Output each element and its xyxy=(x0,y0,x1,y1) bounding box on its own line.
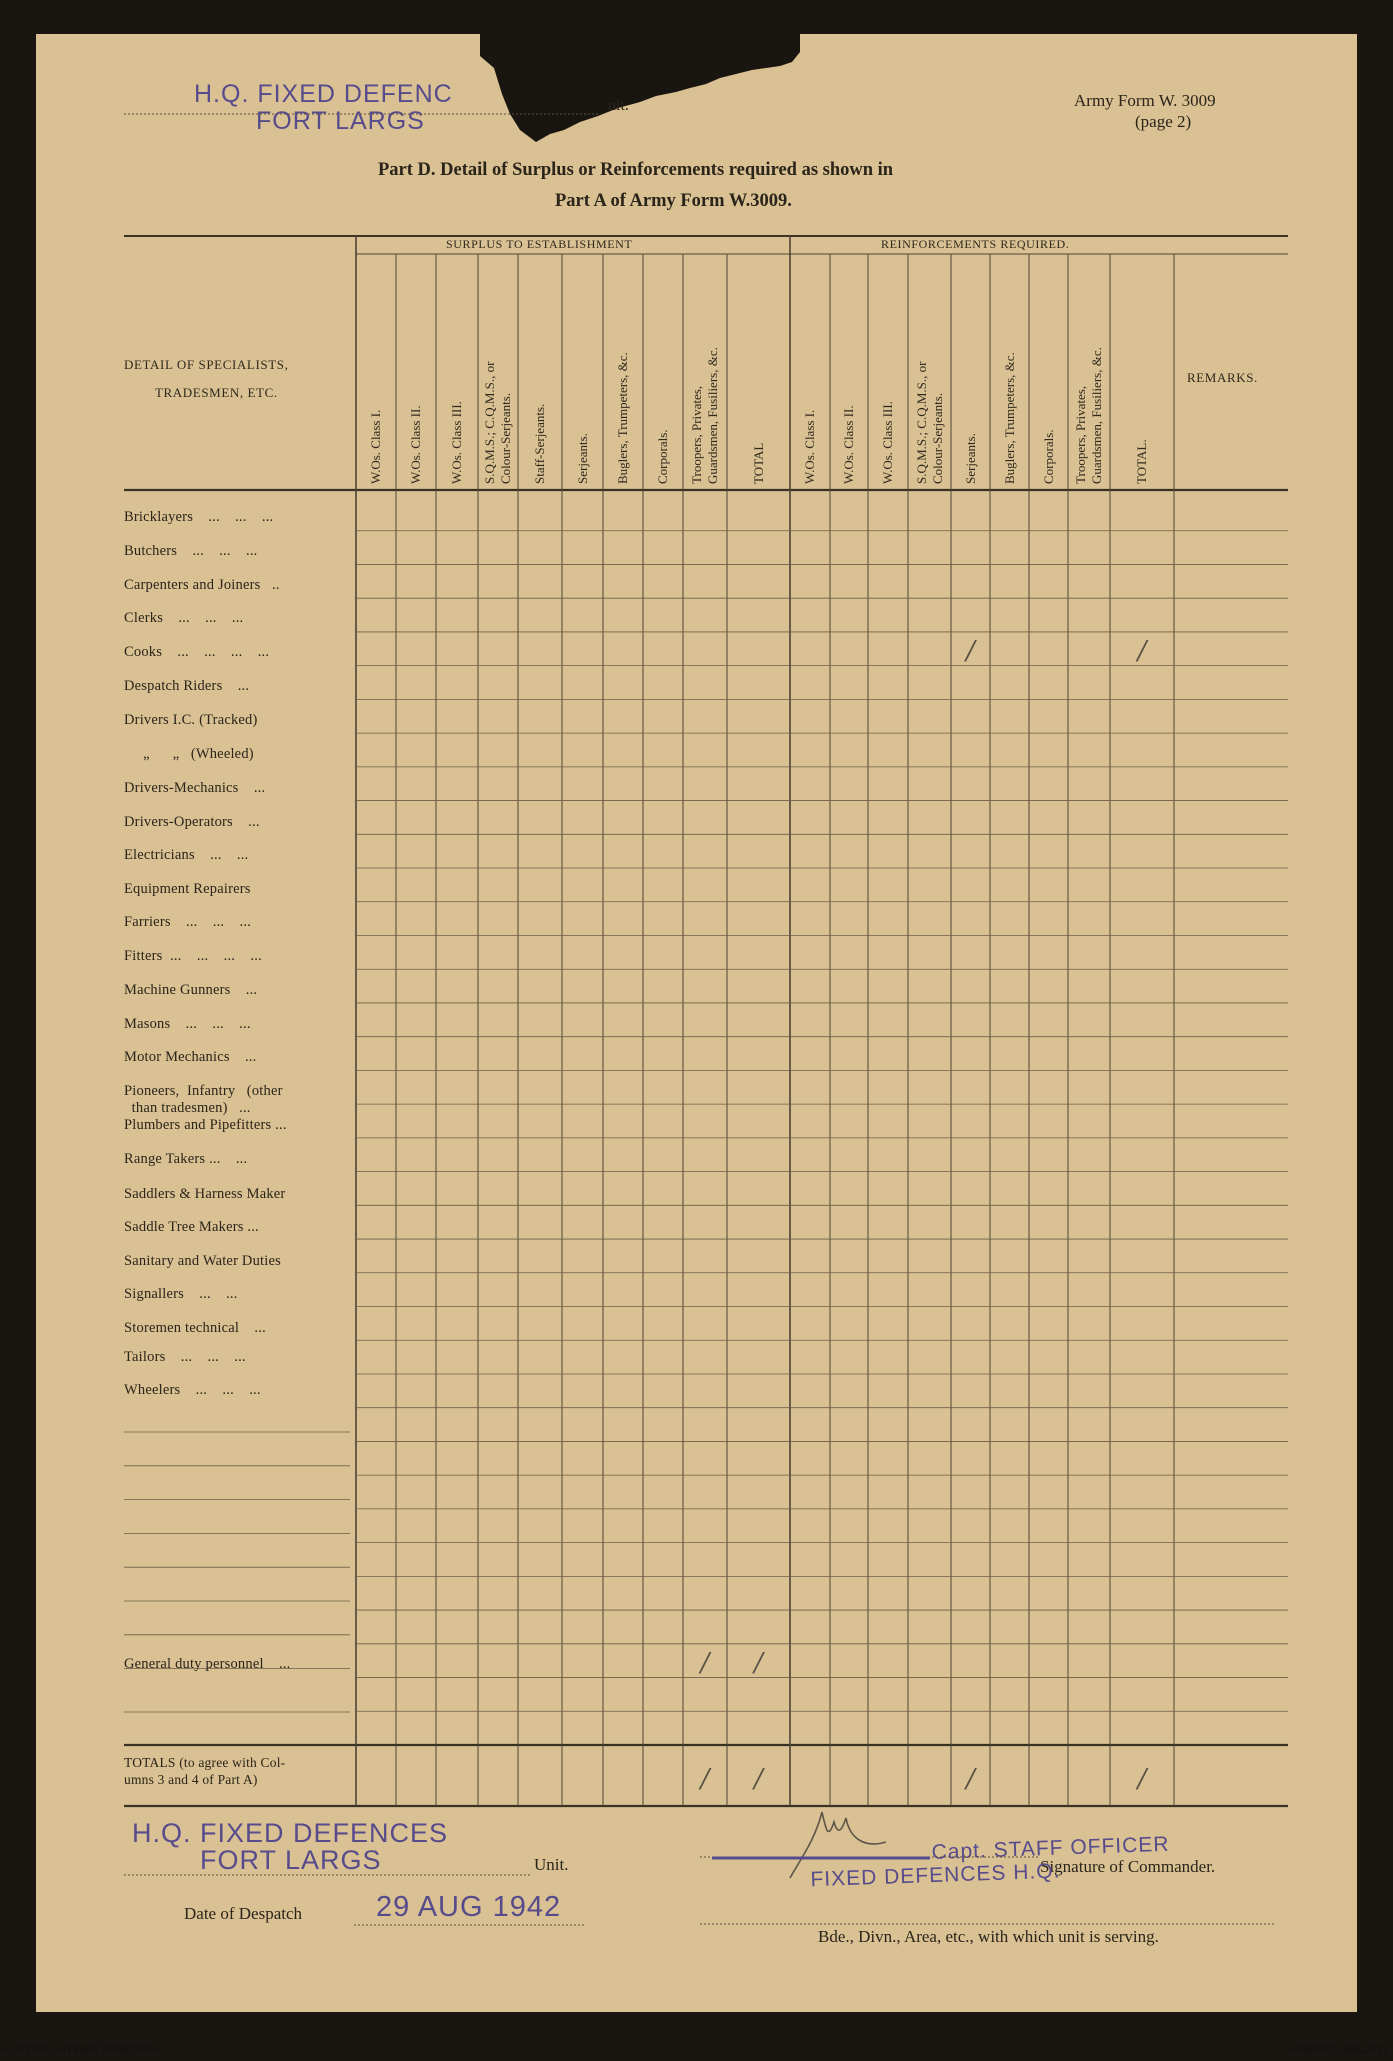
row-label: Despatch Riders ... xyxy=(124,678,250,694)
row-label: Cooks ... ... ... ... xyxy=(124,644,270,660)
row-label: Tailors ... ... ... xyxy=(124,1349,246,1365)
totals-label-line2: umns 3 and 4 of Part A) xyxy=(124,1772,258,1787)
reinforcements-column-header-7-line2: Guardsmen, Fusiliers, &c. xyxy=(1089,347,1104,484)
unit-label: Unit. xyxy=(534,1855,569,1874)
surplus-column-header-5: Serjeants. xyxy=(574,433,590,484)
unit-stamp-top: H.Q. FIXED DEFENC FORT LARGS xyxy=(194,80,453,135)
row-label: Machine Gunners ... xyxy=(124,982,258,998)
detail-header-line2: TRADESMEN, ETC. xyxy=(155,385,278,400)
reinforcements-column-header-1: W.Os. Class II. xyxy=(841,405,856,484)
unit-stamp-bottom: H.Q. FIXED DEFENCES FORT LARGS xyxy=(132,1818,449,1875)
form-number: Army Form W. 3009 xyxy=(1074,91,1216,110)
caption-right: AWM2019.366.2913 xyxy=(1289,2044,1389,2056)
surplus-column-header-6: Buglers, Trumpeters, &c. xyxy=(615,352,630,484)
row-label: Saddle Tree Makers ... xyxy=(124,1219,259,1235)
officer-stamp: Capt. STAFF OFFICER FIXED DEFENCES H.Q. xyxy=(810,1832,1170,1892)
reinforcements-column-header-0: W.Os. Class I. xyxy=(802,409,817,484)
row-label: Butchers ... ... ... xyxy=(124,543,258,559)
surplus-column-header-3-line2: Colour-Serjeants. xyxy=(498,392,513,484)
reinforcements-column-header-8: TOTAL. xyxy=(1134,439,1149,484)
row-label: Farriers ... ... ... xyxy=(124,914,252,930)
reinforcements-column-header-6: Corporals. xyxy=(1040,429,1056,484)
surplus-column-header-1: W.Os. Class II. xyxy=(408,405,423,484)
caption-left: AUSTRALIAN WAR MEMORIAL xyxy=(2,2044,162,2056)
date-of-despatch-label: Date of Despatch xyxy=(184,1904,303,1923)
tally-mark: / xyxy=(700,1648,710,1678)
row-label: Motor Mechanics ... xyxy=(124,1049,257,1065)
surplus-column-header-8-line2: Guardsmen, Fusiliers, &c. xyxy=(705,347,720,484)
row-label: Masons ... ... ... xyxy=(124,1016,251,1032)
row-label: Storemen technical ... xyxy=(124,1320,266,1336)
date-stamp: 29 AUG 1942 xyxy=(376,1891,562,1923)
surplus-column-header-3-line1: S.Q.M.S.; C.Q.M.S., or xyxy=(482,361,497,484)
tally-mark: / xyxy=(966,1764,975,1794)
row-label: Drivers I.C. (Tracked) xyxy=(124,712,258,728)
unit-label-top: nit. xyxy=(608,97,629,114)
remarks-header: REMARKS. xyxy=(1187,370,1258,385)
row-label: Pioneers, Infantry (other xyxy=(124,1083,283,1099)
row-label: Sanitary and Water Duties xyxy=(124,1253,281,1269)
reinforcements-column-header-3-line2: Colour-Serjeants. xyxy=(929,392,945,484)
tally-mark: / xyxy=(1137,636,1147,666)
form-page: (page 2) xyxy=(1135,112,1192,131)
row-label: Plumbers and Pipefitters ... xyxy=(124,1117,287,1133)
row-label: Saddlers & Harness Maker xyxy=(124,1186,286,1202)
row-label: Equipment Repairers xyxy=(124,881,251,897)
row-label: Wheelers ... ... ... xyxy=(124,1382,261,1398)
tally-mark: / xyxy=(754,1648,763,1678)
surplus-header: SURPLUS TO ESTABLISHMENT xyxy=(446,237,633,251)
tally-mark: / xyxy=(754,1764,763,1794)
reinforcements-column-header-3-line1: S.Q.M.S.; C.Q.M.S., or xyxy=(913,361,929,484)
row-label: Drivers-Mechanics ... xyxy=(124,780,266,796)
tally-mark: / xyxy=(700,1764,710,1794)
row-label: Electricians ... ... xyxy=(124,847,249,863)
reinforcements-column-header-5: Buglers, Trumpeters, &c. xyxy=(1001,352,1017,484)
row-label: Signallers ... ... xyxy=(124,1286,238,1302)
detail-header-line1: DETAIL OF SPECIALISTS, xyxy=(124,357,289,372)
row-label: Drivers-Operators ... xyxy=(124,814,260,830)
row-label: Range Takers ... ... xyxy=(124,1151,248,1167)
surplus-column-header-4: Staff-Serjeants. xyxy=(532,403,547,484)
row-label: Bricklayers ... ... ... xyxy=(124,509,274,525)
reinforcements-column-header-2: W.Os. Class III. xyxy=(880,401,895,484)
row-label: Carpenters and Joiners .. xyxy=(124,577,280,593)
tally-mark: / xyxy=(1137,1764,1147,1794)
reinforcements-header: REINFORCEMENTS REQUIRED. xyxy=(881,237,1070,251)
row-label: Clerks ... ... ... xyxy=(124,610,244,626)
surplus-column-header-7: Corporals. xyxy=(655,429,670,484)
surplus-column-header-2: W.Os. Class III. xyxy=(449,401,464,484)
surplus-column-header-8-line1: Troopers, Privates, xyxy=(689,385,704,484)
signature-of-commander-label: Signature of Commander. xyxy=(1040,1857,1216,1876)
formation-label: Bde., Divn., Area, etc., with which unit is serving. xyxy=(818,1927,1159,1946)
row-label: Fitters ... ... ... ... xyxy=(124,948,262,964)
reinforcements-column-header-4: Serjeants. xyxy=(962,433,978,484)
row-label-continuation: than tradesmen) ... xyxy=(124,1100,251,1116)
commander-signature xyxy=(790,1812,886,1878)
totals-label-line1: TOTALS (to agree with Col- xyxy=(124,1755,286,1770)
reinforcements-column-header-7-line1: Troopers, Privates, xyxy=(1073,385,1088,484)
tally-mark: / xyxy=(966,636,975,666)
form-title-line1: Part D. Detail of Surplus or Reinforcements required as shown in xyxy=(378,160,894,180)
surplus-column-header-0: W.Os. Class I. xyxy=(368,409,383,484)
row-label: General duty personnel ... xyxy=(124,1656,291,1672)
form-title-line2: Part A of Army Form W.3009. xyxy=(555,191,792,211)
row-label: „ „ (Wheeled) xyxy=(124,746,254,762)
surplus-column-header-9: TOTAL xyxy=(750,442,766,484)
